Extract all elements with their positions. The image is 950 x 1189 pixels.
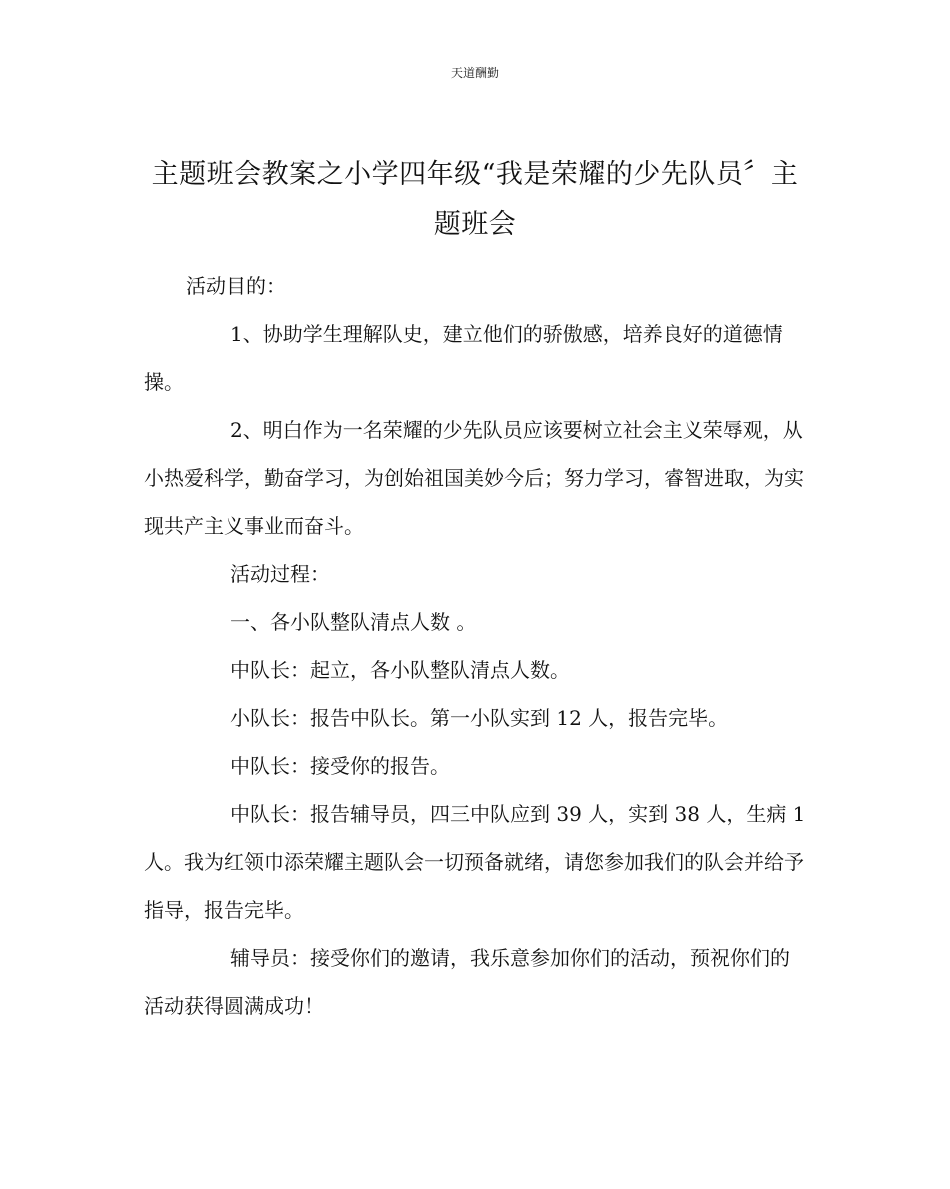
paragraph-purpose-2: 2、明白作为一名荣耀的少先队员应该要树立社会主义荣辱观，从小热爱科学，勤奋学习，为创始祖国美妙今后；努力学习，睿智进取，为实现共产主义事业而奋斗。: [144, 418, 804, 538]
paragraph-dialogue-2: 小队长：报告中队长。第一小队实到 12 人，报告完毕。: [230, 706, 729, 730]
header-note: 天道酬勤: [450, 66, 499, 80]
section-heading-process: 活动过程：: [230, 562, 330, 586]
paragraph-dialogue-4: 中队长：报告辅导员，四三中队应到 39 人，实到 38 人，生病 1 人。我为红领巾添荣耀主题队会一切预备就绪，请您参加我们的队会并给予指导，报告完毕。: [144, 802, 806, 922]
section-heading-purpose: 活动目的：: [186, 274, 286, 298]
paragraph-purpose-1: 1、协助学生理解队史，建立他们的骄傲感，培养良好的道德情操。: [144, 322, 783, 394]
document-body: [144, 262, 806, 1030]
paragraph-step-1: 一、各小队整队清点人数 。: [230, 610, 477, 634]
document-title: 主题班会教案之小学四年级“我是荣耀的少先队员〞主题班会: [151, 159, 799, 241]
paragraph-dialogue-1: 中队长：起立，各小队整队清点人数。: [230, 658, 570, 682]
paragraph-dialogue-3: 中队长：接受你的报告。: [230, 754, 450, 778]
paragraph-dialogue-5: 辅导员：接受你们的邀请，我乐意参加你们的活动，预祝你们的活动获得圆满成功！: [144, 946, 790, 1018]
